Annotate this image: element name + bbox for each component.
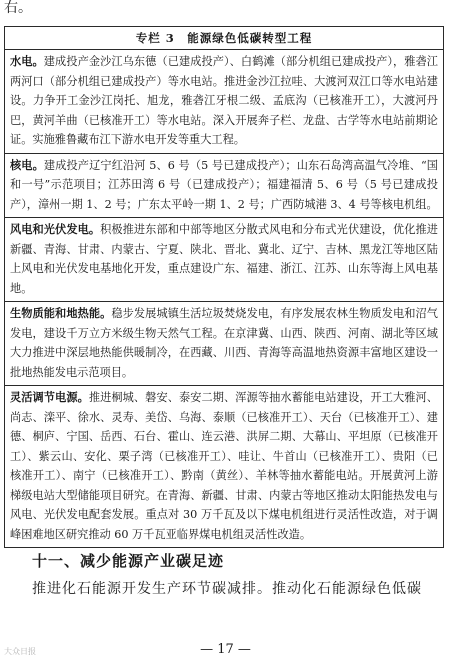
- row-label: 核电。: [10, 157, 44, 172]
- row-label: 灵活调节电源。: [10, 390, 89, 404]
- row-text: 稳步发展城镇生活垃圾焚烧发电，有序发展农林生物质发电和沼气发电，建设千万立方米级生物天然气工程。在京津冀、山西、陕西、河南、湖北等区域大力推进中深层地热能供暖制冷，在西藏、川西、青海等高温地热资源丰富地区建设一批地热能发电示范项目。: [10, 307, 438, 379]
- row-label: 风电和光伏发电。: [10, 222, 101, 236]
- top-fragment: 右。: [4, 0, 32, 16]
- row-label: 生物质能和地热能。: [10, 306, 112, 320]
- watermark-logo: 大众日报: [4, 647, 36, 656]
- box-title: 专栏 3 能源绿色低碳转型工程: [5, 27, 443, 50]
- row-biomass-geothermal: [5, 302, 443, 386]
- row-text: 建成投产辽宁红沿河 5、6 号（5 号已建成投产）；山东石岛湾高温气冷堆、“国和一号”示范项目；江苏田湾 6 号（已建成投产）；福建福清 5、6 号（5 号已建成投产），漳州一期 1、2 号；广东太平岭一期 1、2 号；广西防城港 3、4 号等核电机组。: [10, 158, 438, 211]
- row-label: 水电。: [10, 54, 44, 68]
- row-text: 推进桐城、磐安、泰安二期、浑源等抽水蓄能电站建设，开工大雅河、尚志、滦平、徐水、灵寿、美岱、乌海、泰顺（已核准开工）、天台（已核准开工）、建德、桐庐、宁国、岳西、石台、霍山、连云港、洪屏二期、大幕山、平坦原（已核准开工）、紫云山、安化、栗子湾（已核准开工）、哇让、牛首山（已核准开工）、贵阳（已核准开工）、南宁（已核准开工）、黔南（黄丝）、羊林等抽水蓄能电站。开展黄河上游梯级电站大型储能项目研究。在青海、新疆、甘肃、内蒙古等地区推动太阳能热发电与风电、光伏发电配套发展。重点对 30 万千瓦及以下煤电机组进行灵活性改造，对于调峰困难地区研究推动 60 万千瓦亚临界煤电机组灵活性改造。: [10, 391, 438, 541]
- body-paragraph: 推进化石能源开发生产环节碳减排。推动化石能源绿色低碳: [32, 581, 422, 597]
- row-hydropower: [5, 50, 443, 154]
- row-flexible-power: [5, 386, 443, 547]
- row-text: 建成投产金沙江乌东德（已建成投产）、白鹤滩（部分机组已建成投产），雅砻江两河口（部分机组已建成投产）等水电站。推进金沙江拉哇、大渡河双江口等水电站建设。力争开工金沙江岗托、旭龙，雅砻江牙根二级、孟底沟（已核准开工），大渡河丹巴，黄河羊曲（已核准开工）等水电站。深入开展奔子栏、龙盘、古学等水电站前期论证。实施雅鲁藏布江下游水电开发等重大工程。: [10, 55, 438, 146]
- row-text: 积极推进东部和中部等地区分散式风电和分布式光伏建设，优化推进新疆、青海、甘肃、内蒙古、宁夏、陕北、晋北、冀北、辽宁、吉林、黑龙江等地区陆上风电和光伏发电基地化开发，重点建设广东、福建、浙江、江苏、山东等海上风电基地。: [10, 223, 438, 295]
- page-number: — 17 —: [200, 642, 251, 657]
- section-heading: 十一、减少能源产业碳足迹: [32, 552, 225, 570]
- row-nuclear: [5, 154, 443, 219]
- feature-box: [4, 26, 444, 548]
- row-wind-solar: [5, 218, 443, 302]
